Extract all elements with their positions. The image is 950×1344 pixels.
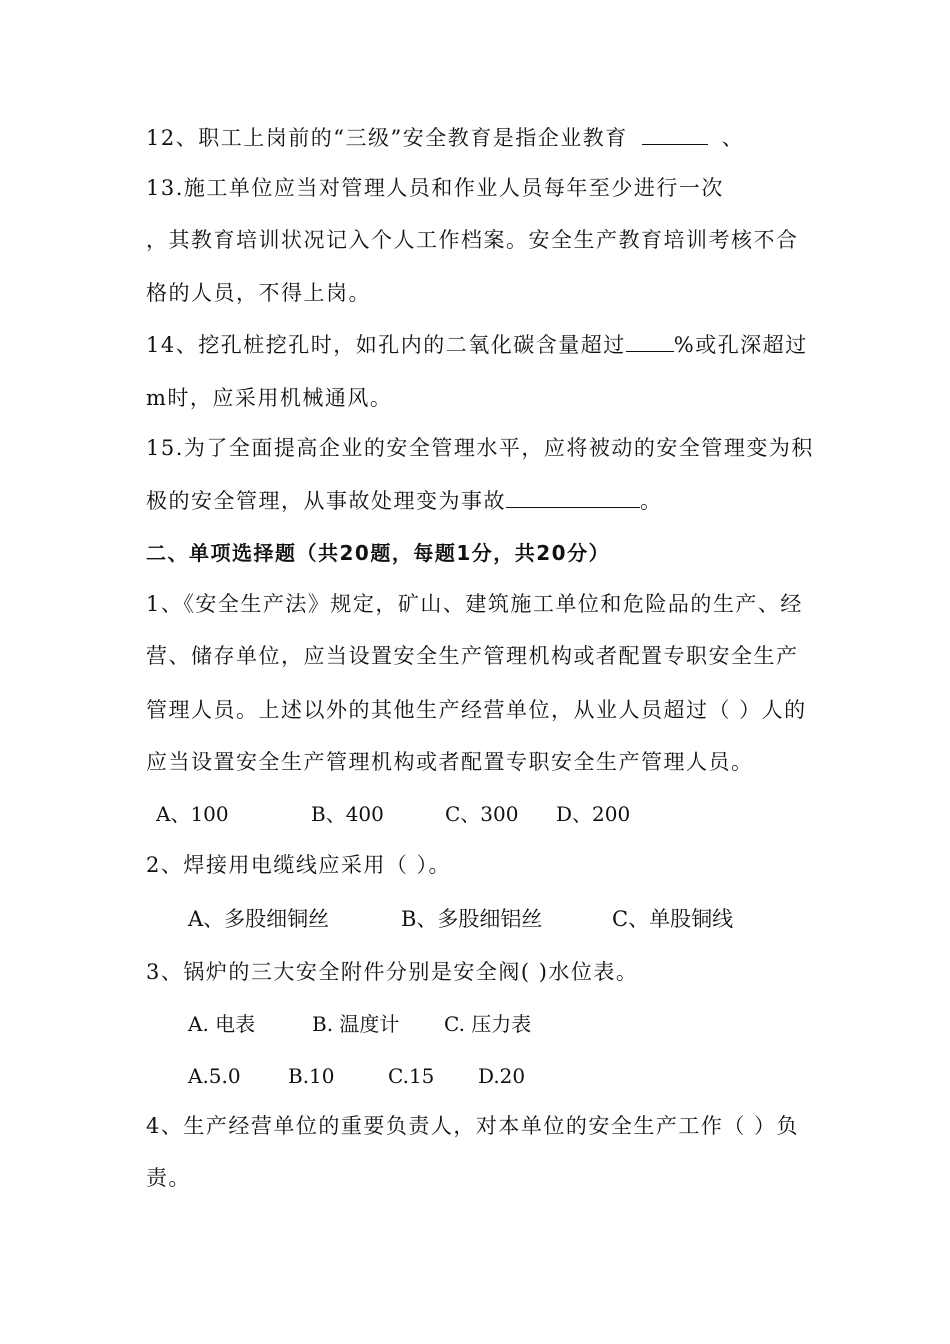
q12-blank <box>642 124 708 145</box>
q15-line-1: 15.为了全面提高企业的安全管理水平，应将被动的安全管理变为积 <box>146 436 814 460</box>
mc3-option-b: B. 温度计 <box>312 1012 400 1036</box>
mc1-line-4: 应当设置安全生产管理机构或者配置专职安全生产管理人员。 <box>146 750 754 774</box>
q13-line-1: 13.施工单位应当对管理人员和作业人员每年至少进行一次 <box>146 176 724 200</box>
q12-text: 12、职工上岗前的“三级”安全教育是指企业教育 <box>146 126 628 150</box>
q14-line-1 <box>146 331 808 359</box>
mc1-line-3: 管理人员。上述以外的其他生产经营单位，从业人员超过（ ）人的 <box>146 698 807 722</box>
mc2-option-c: C、单股铜线 <box>612 907 734 931</box>
mc2-option-a: A、多股细铜丝 <box>188 907 330 931</box>
mc3-extra-option-d: D.20 <box>478 1064 526 1088</box>
mc1-option-c: C、300 <box>445 802 519 826</box>
q13-line-3: 格的人员，不得上岗。 <box>146 281 371 305</box>
q15-text: 极的安全管理，从事故处理变为事故 <box>146 489 506 513</box>
mc1-line-1: 1、《安全生产法》规定，矿山、建筑施工单位和危险品的生产、经 <box>146 592 803 616</box>
mc3-line: 3、锅炉的三大安全附件分别是安全阀( )水位表。 <box>146 960 639 984</box>
mc4-line-1: 4、生产经营单位的重要负责人，对本单位的安全生产工作（ ）负 <box>146 1114 800 1138</box>
mc1-option-a: A、100 <box>156 802 229 826</box>
mc3-option-c: C. 压力表 <box>444 1012 532 1036</box>
mc2-option-b: B、多股细铝丝 <box>401 907 543 931</box>
q15-blank <box>506 487 640 508</box>
mc3-option-a: A. 电表 <box>188 1012 256 1036</box>
q14-blank <box>626 331 674 352</box>
q14-text-a: 14、挖孔桩挖孔时，如孔内的二氧化碳含量超过 <box>146 333 626 357</box>
mc1-option-d: D、200 <box>556 802 631 826</box>
q13-line-2: ，其教育培训状况记入个人工作档案。安全生产教育培训考核不合 <box>146 228 799 252</box>
q12-line <box>146 124 744 152</box>
mc3-extra-option-b: B.10 <box>288 1064 335 1088</box>
section-heading: 二、单项选择题（共20题，每题1分，共20分） <box>146 541 611 565</box>
q15-tail: 。 <box>640 489 663 513</box>
q14-text-b: %或孔深超过 <box>673 333 808 357</box>
mc2-line: 2、焊接用电缆线应采用（ ）。 <box>146 853 452 877</box>
q15-line-2 <box>146 487 663 515</box>
mc1-option-b: B、400 <box>311 802 384 826</box>
mc3-extra-option-c: C.15 <box>388 1064 435 1088</box>
q14-line-2: m时，应采用机械通风。 <box>146 386 393 410</box>
q12-tail: 、 <box>721 126 745 150</box>
mc4-line-2: 责。 <box>146 1166 191 1190</box>
mc3-extra-option-a: A.5.0 <box>188 1064 241 1088</box>
mc1-line-2: 营、储存单位，应当设置安全生产管理机构或者配置专职安全生产 <box>146 644 799 668</box>
